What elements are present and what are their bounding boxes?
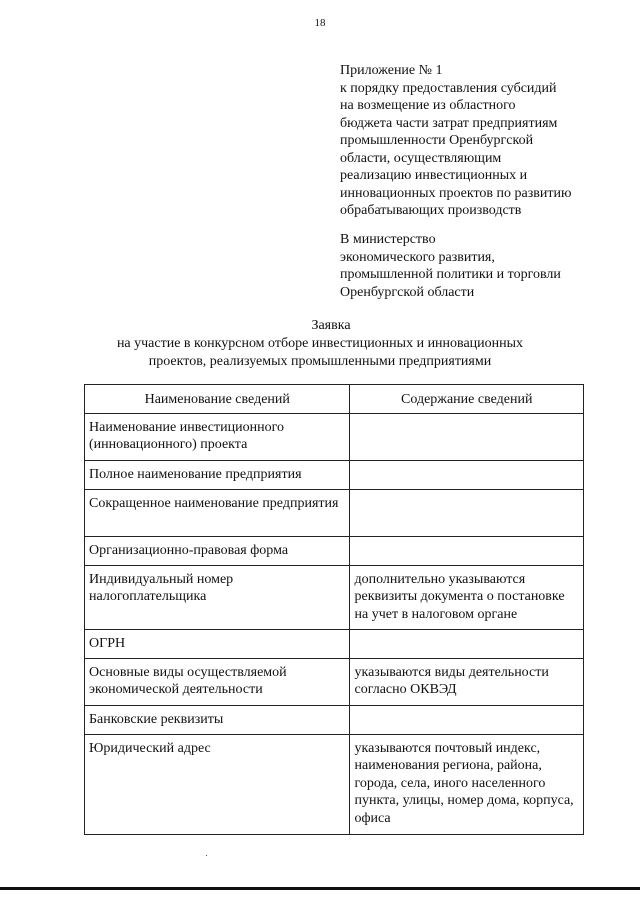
table-row xyxy=(85,705,584,734)
field-content: дополнительно указываются реквизиты документа о постановке на учет в налоговом органе xyxy=(350,565,584,629)
addressee-line: В министерство xyxy=(340,232,436,247)
addressee-block xyxy=(340,231,610,301)
scan-speck xyxy=(206,855,207,856)
field-name: Сокращенное наименование предприятия xyxy=(85,489,350,536)
appendix-line: инновационных проектов по развитию xyxy=(340,185,572,201)
appendix-line: к порядку предоставления субсидий xyxy=(340,80,557,96)
field-name: Полное наименование предприятия xyxy=(85,460,350,489)
column-header-name: Наименование сведений xyxy=(85,385,350,414)
appendix-line: промышленности Оренбургской xyxy=(340,133,534,148)
application-title xyxy=(0,317,640,371)
field-name: Основные виды осуществляемой экономической деятельности xyxy=(85,658,350,705)
field-content xyxy=(350,489,584,536)
page-number: 18 xyxy=(314,17,326,29)
table-header-row xyxy=(85,385,584,414)
field-content: указываются почтовый индекс, наименования региона, района, города, села, иного населенного пункта, улицы, номер дома, корпуса, офиса xyxy=(350,734,584,834)
table-row xyxy=(85,460,584,489)
appendix-line: реализацию инвестиционных и xyxy=(340,168,528,183)
field-content xyxy=(350,413,584,460)
title-subline: на участие в конкурсном отборе инвестиционных и инновационных xyxy=(116,336,524,351)
scan-bottom-edge xyxy=(0,887,640,890)
column-header-content: Содержание сведений xyxy=(350,385,584,414)
table-row xyxy=(85,413,584,460)
table-row xyxy=(85,658,584,705)
addressee-line: экономического развития, xyxy=(340,249,495,265)
appendix-line: бюджета части затрат предприятиям xyxy=(340,115,558,131)
table-row xyxy=(85,734,584,834)
field-name: Наименование инвестиционного (инновационного) проекта xyxy=(85,413,350,460)
addressee-line: промышленной политики и торговли xyxy=(340,267,561,282)
application-table xyxy=(84,384,584,835)
addressee-line: Оренбургской области xyxy=(340,284,475,300)
field-content xyxy=(350,629,584,658)
field-name: Организационно-правовая форма xyxy=(85,536,350,565)
appendix-line: обрабатывающих производств xyxy=(340,203,522,218)
field-content xyxy=(350,460,584,489)
appendix-line: Приложение № 1 xyxy=(340,63,443,78)
table-row xyxy=(85,489,584,536)
title-heading: Заявка xyxy=(311,318,351,333)
field-content: указываются виды деятельности согласно ОКВЭД xyxy=(350,658,584,705)
table-row xyxy=(85,629,584,658)
field-name: Банковские реквизиты xyxy=(85,705,350,734)
field-name: ОГРН xyxy=(85,629,350,658)
appendix-line: на возмещение из областного xyxy=(340,98,516,113)
appendix-line: области, осуществляющим xyxy=(340,150,502,166)
field-content xyxy=(350,705,584,734)
table-row xyxy=(85,565,584,629)
title-subline: проектов, реализуемых промышленными предприятиями xyxy=(148,354,492,369)
table-row xyxy=(85,536,584,565)
field-name: Индивидуальный номер налогоплательщика xyxy=(85,565,350,629)
field-content xyxy=(350,536,584,565)
appendix-block xyxy=(340,62,610,220)
field-name: Юридический адрес xyxy=(85,734,350,834)
